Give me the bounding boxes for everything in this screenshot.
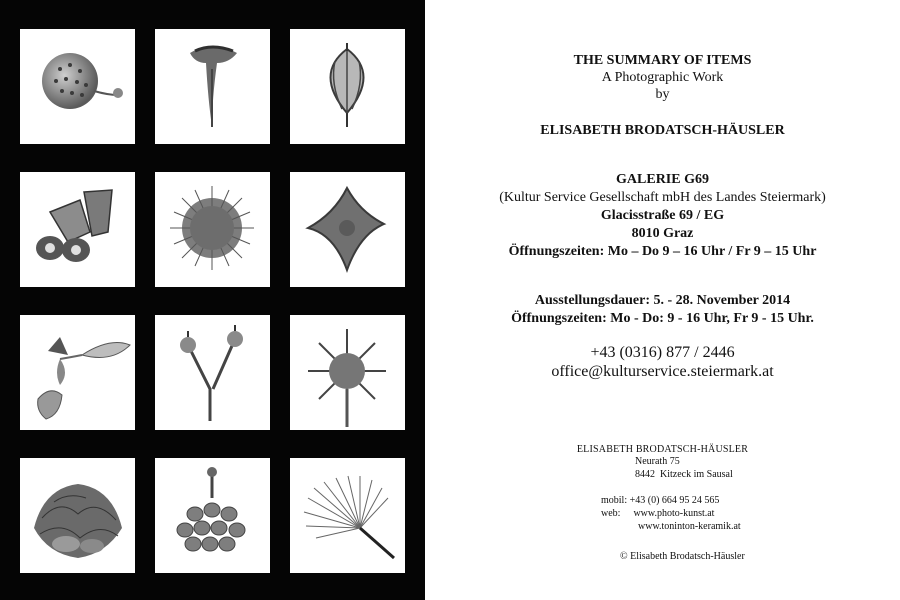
work-subtitle: A Photographic Work [601, 70, 724, 85]
work-title: THE SUMMARY OF ITEMS [573, 53, 752, 68]
eucalyptus-caps-icon [20, 172, 135, 287]
gallery-organization: (Kultur Service Gesellschaft mbH des Landes Steiermark) [499, 190, 826, 205]
gallery-street: Glacisstraße 69 / EG [600, 208, 725, 223]
info-panel [425, 0, 900, 600]
mobil-number[interactable]: +43 (0) 664 95 24 565 [629, 495, 720, 506]
bead-cluster-icon [155, 458, 270, 573]
dried-leaf-icon [20, 315, 135, 430]
web-link-ceramic[interactable]: www.toninton-keramik.at [638, 521, 741, 532]
four-lobed-seed-icon [290, 172, 405, 287]
gallery-name: GALERIE G69 [616, 172, 709, 187]
email-address[interactable]: office@kulturservice.steiermark.at [551, 363, 774, 380]
by-label: by [655, 87, 670, 102]
phone-number[interactable]: +43 (0316) 877 / 2446 [590, 344, 735, 361]
seed-pod-icon [290, 29, 405, 144]
web-row-2 [601, 520, 741, 533]
gallery-block [425, 171, 900, 261]
web-label: web: [601, 508, 621, 519]
gallery-city: 8010 Graz [631, 226, 694, 241]
copyright-notice: © Elisabeth Brodatsch-Häusler [620, 551, 745, 562]
artist-address [635, 456, 733, 481]
web-link-photo[interactable]: www.photo-kunst.at [633, 508, 715, 519]
exhibition-dates: Ausstellungsdauer: 5. - 28. November 2014 [534, 293, 791, 308]
web-row [601, 507, 741, 520]
title-block [425, 52, 900, 103]
celosia-flower-icon [155, 29, 270, 144]
forked-twig-icon [155, 315, 270, 430]
exhibition-block [425, 292, 900, 328]
gallery-hours: Öffnungszeiten: Mo – Do 9 – 16 Uhr / Fr 9 – 15 Uhr [508, 244, 817, 259]
artist-contact-name: ELISABETH BRODATSCH-HÄUSLER [576, 444, 749, 455]
photo-grid-panel [0, 0, 425, 600]
exhibition-hours: Öffnungszeiten: Mo - Do: 9 - 16 Uhr, Fr 9 - 15 Uhr. [511, 311, 814, 326]
artist-name: ELISABETH BRODATSCH-HÄUSLER [540, 123, 785, 138]
dried-moss-icon [20, 458, 135, 573]
mobil-label: mobil: [601, 495, 628, 506]
artist-links [601, 494, 741, 533]
star-thistle-icon [290, 315, 405, 430]
artist-street: Neurath 75 [635, 456, 680, 467]
contact-block [425, 343, 900, 381]
artist-postal: 8442 Kitzeck im Sausal [635, 468, 733, 480]
dandelion-puff-icon [290, 458, 405, 573]
mobil-row [601, 494, 741, 507]
spiky-burr-icon [155, 172, 270, 287]
seed-ball-icon [20, 29, 135, 144]
